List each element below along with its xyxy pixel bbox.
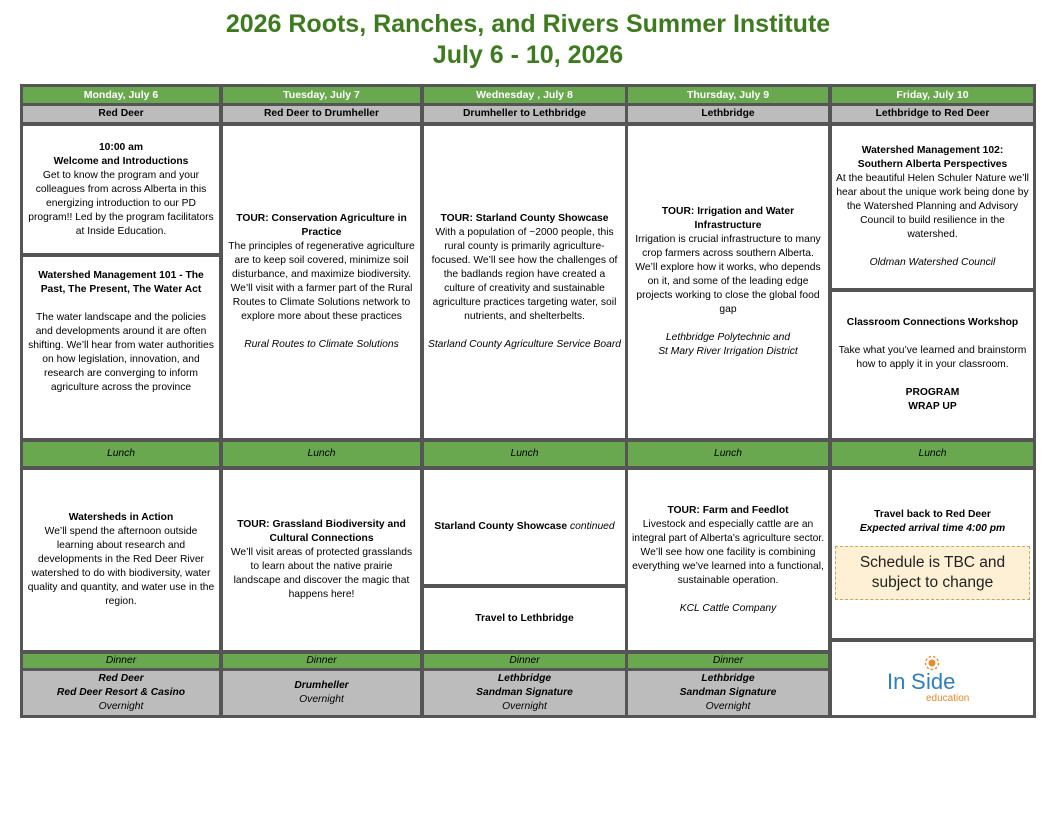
session-description: With a population of ~2000 people, this rural county is primarily agriculture-focused. We’ll see how the challenges of the badlands region have created a culture of creativity and sustainable agriculture practices targeting water, soil nutrients, and shelterbelts. (431, 227, 618, 322)
session-partner: Lethbridge Polytechnic and (665, 332, 791, 343)
session-title: Starland County Showcase (434, 521, 568, 532)
session-description: Irrigation is crucial infrastructure to many crop farmers across southern Alberta. We’ll explore how it works, who depends on it, and some of the leading edge projects working to close the global food gap (635, 234, 821, 315)
session-title: TOUR: Farm and Feedlot (667, 505, 789, 516)
lunch-friday: Lunch (832, 442, 1033, 466)
session-title: Classroom Connections Workshop (846, 317, 1019, 328)
session-description: Take what you’ve learned and brainstorm how to apply it in your classroom. (838, 345, 1027, 370)
session-thursday-irrigation-tour (628, 126, 828, 438)
lunch-tuesday: Lunch (223, 442, 420, 466)
day-header-thursday: Thursday, July 9 (628, 87, 828, 103)
session-wednesday-travel (424, 588, 625, 650)
overnight-tuesday (223, 671, 420, 715)
logo-text-s: S (910, 668, 926, 694)
schedule-table (20, 84, 1036, 718)
session-title: TOUR: Grassland Biodiversity and Cultural Connections (237, 519, 406, 544)
lunch-monday: Lunch (23, 442, 219, 466)
logo-text-in: In (886, 668, 905, 694)
overnight-hotel: Sandman Signature (679, 687, 777, 698)
overnight-thursday (628, 671, 828, 715)
overnight-hotel: Red Deer Resort & Casino (56, 687, 186, 698)
dinner-thursday: Dinner (628, 654, 828, 668)
session-tuesday-grassland-tour (223, 470, 420, 650)
logo-cell (832, 642, 1033, 715)
overnight-note: Overnight (98, 701, 144, 712)
session-monday-watershed-101 (23, 257, 219, 438)
session-partner: Oldman Watershed Council (869, 257, 996, 268)
location-tuesday: Red Deer to Drumheller (223, 106, 420, 122)
session-monday-watersheds-in-action (23, 470, 219, 650)
dinner-monday: Dinner (23, 654, 219, 668)
location-monday: Red Deer (23, 106, 219, 122)
session-wednesday-showcase-continued (424, 470, 625, 584)
lunch-wednesday: Lunch (424, 442, 625, 466)
overnight-wednesday (424, 671, 625, 715)
location-thursday: Lethbridge (628, 106, 828, 122)
logo-text-education: education (925, 692, 969, 704)
session-monday-welcome (23, 126, 219, 253)
lunch-thursday: Lunch (628, 442, 828, 466)
page-title: 2026 Roots, Ranches, and Rivers Summer Institute (225, 10, 831, 38)
overnight-place: Lethbridge (701, 673, 755, 684)
session-description: At the beautiful Helen Schuler Nature we’ll hear about the unique work being done by the Watershed Planning and Advisory Council to build resilience in the watershed. (836, 173, 1029, 240)
session-partner: Starland County Agriculture Service Board (427, 339, 622, 350)
session-description: The principles of regenerative agriculture are to keep soil covered, minimize soil disturbance, and maximize biodiversity. We’ll visit with a farmer part of the Rural Routes to Climate Solutions network to explore more about these practices (228, 241, 415, 322)
session-friday-watershed-102 (832, 126, 1033, 288)
session-partner: Rural Routes to Climate Solutions (244, 339, 399, 350)
day-header-monday: Monday, July 6 (23, 87, 219, 103)
overnight-place: Lethbridge (497, 673, 552, 684)
day-header-friday: Friday, July 10 (832, 87, 1033, 103)
session-title: TOUR: Conservation Agriculture in Practice (236, 213, 407, 238)
dinner-tuesday: Dinner (223, 654, 420, 668)
overnight-note: Overnight (299, 694, 344, 705)
logo-text-ide: ide (925, 668, 955, 694)
session-description: We’ll visit areas of protected grasslands to learn about the native prairie landscape and discover the magic that happens here! (230, 547, 413, 600)
overnight-note: Overnight (502, 701, 547, 712)
session-title: Watershed Management 101 - The Past, The Present, The Water Act (38, 270, 204, 295)
session-friday-classroom-workshop (832, 292, 1033, 438)
overnight-place: Drumheller (294, 680, 349, 691)
session-partner: St Mary River Irrigation District (658, 346, 798, 357)
session-title-suffix: continued (569, 521, 615, 532)
session-partner: KCL Cattle Company (679, 603, 777, 614)
overnight-place: Red Deer (98, 673, 144, 684)
sun-icon (925, 656, 938, 669)
arrival-time: Expected arrival time 4:00 pm (859, 523, 1006, 534)
inside-education-logo (883, 652, 983, 706)
session-thursday-feedlot-tour (628, 470, 828, 650)
tbc-notice: Schedule is TBC and subject to change (835, 546, 1030, 600)
session-title: Travel back to Red Deer (874, 509, 991, 520)
wrap-up-label: WRAP UP (908, 401, 957, 412)
session-friday-travel-back (832, 470, 1033, 638)
session-tuesday-conservation-tour (223, 126, 420, 438)
location-friday: Lethbridge to Red Deer (832, 106, 1033, 122)
session-title: Welcome and Introductions (53, 155, 189, 167)
wrap-up-label: PROGRAM (905, 387, 960, 398)
day-header-wednesday: Wednesday , July 8 (424, 87, 625, 103)
session-wednesday-starland-tour (424, 126, 625, 438)
overnight-monday (23, 671, 219, 715)
session-description: The water landscape and the policies and developments around it are often shifting. We’ll hear from water authorities on how legislation, innovation, and research are converging to inform agriculture across the province (28, 312, 214, 393)
overnight-note: Overnight (705, 701, 751, 712)
dinner-wednesday: Dinner (424, 654, 625, 668)
day-header-tuesday: Tuesday, July 7 (223, 87, 420, 103)
session-title: Watershed Management 102: (861, 145, 1004, 156)
page-subtitle: July 6 - 10, 2026 (432, 41, 624, 69)
session-title: Watersheds in Action (68, 512, 174, 523)
session-title-line (434, 520, 614, 534)
session-title: Southern Alberta Perspectives (857, 159, 1008, 170)
session-description: Get to know the program and your colleagues from across Alberta in this energizing introduction to our PD program!! Led by the program facilitators at Inside Education. (28, 169, 214, 237)
session-title: Travel to Lethbridge (475, 613, 574, 624)
location-wednesday: Drumheller to Lethbridge (424, 106, 625, 122)
session-title: TOUR: Starland County Showcase (440, 213, 609, 224)
session-time: 10:00 am (98, 141, 144, 153)
overnight-hotel: Sandman Signature (476, 687, 573, 698)
session-description: We’ll spend the afternoon outside learning about research and developments in the Red Deer River watershed to do with biodiversity, water quality and quantity, and water use in the region. (27, 526, 215, 607)
session-title: TOUR: Irrigation and Water Infrastructure (661, 206, 795, 231)
session-description: Livestock and especially cattle are an integral part of Alberta’s agriculture sector. We’ll see how one facility is combining everything we’ve learned into a functional, sustainable operation. (631, 519, 825, 586)
